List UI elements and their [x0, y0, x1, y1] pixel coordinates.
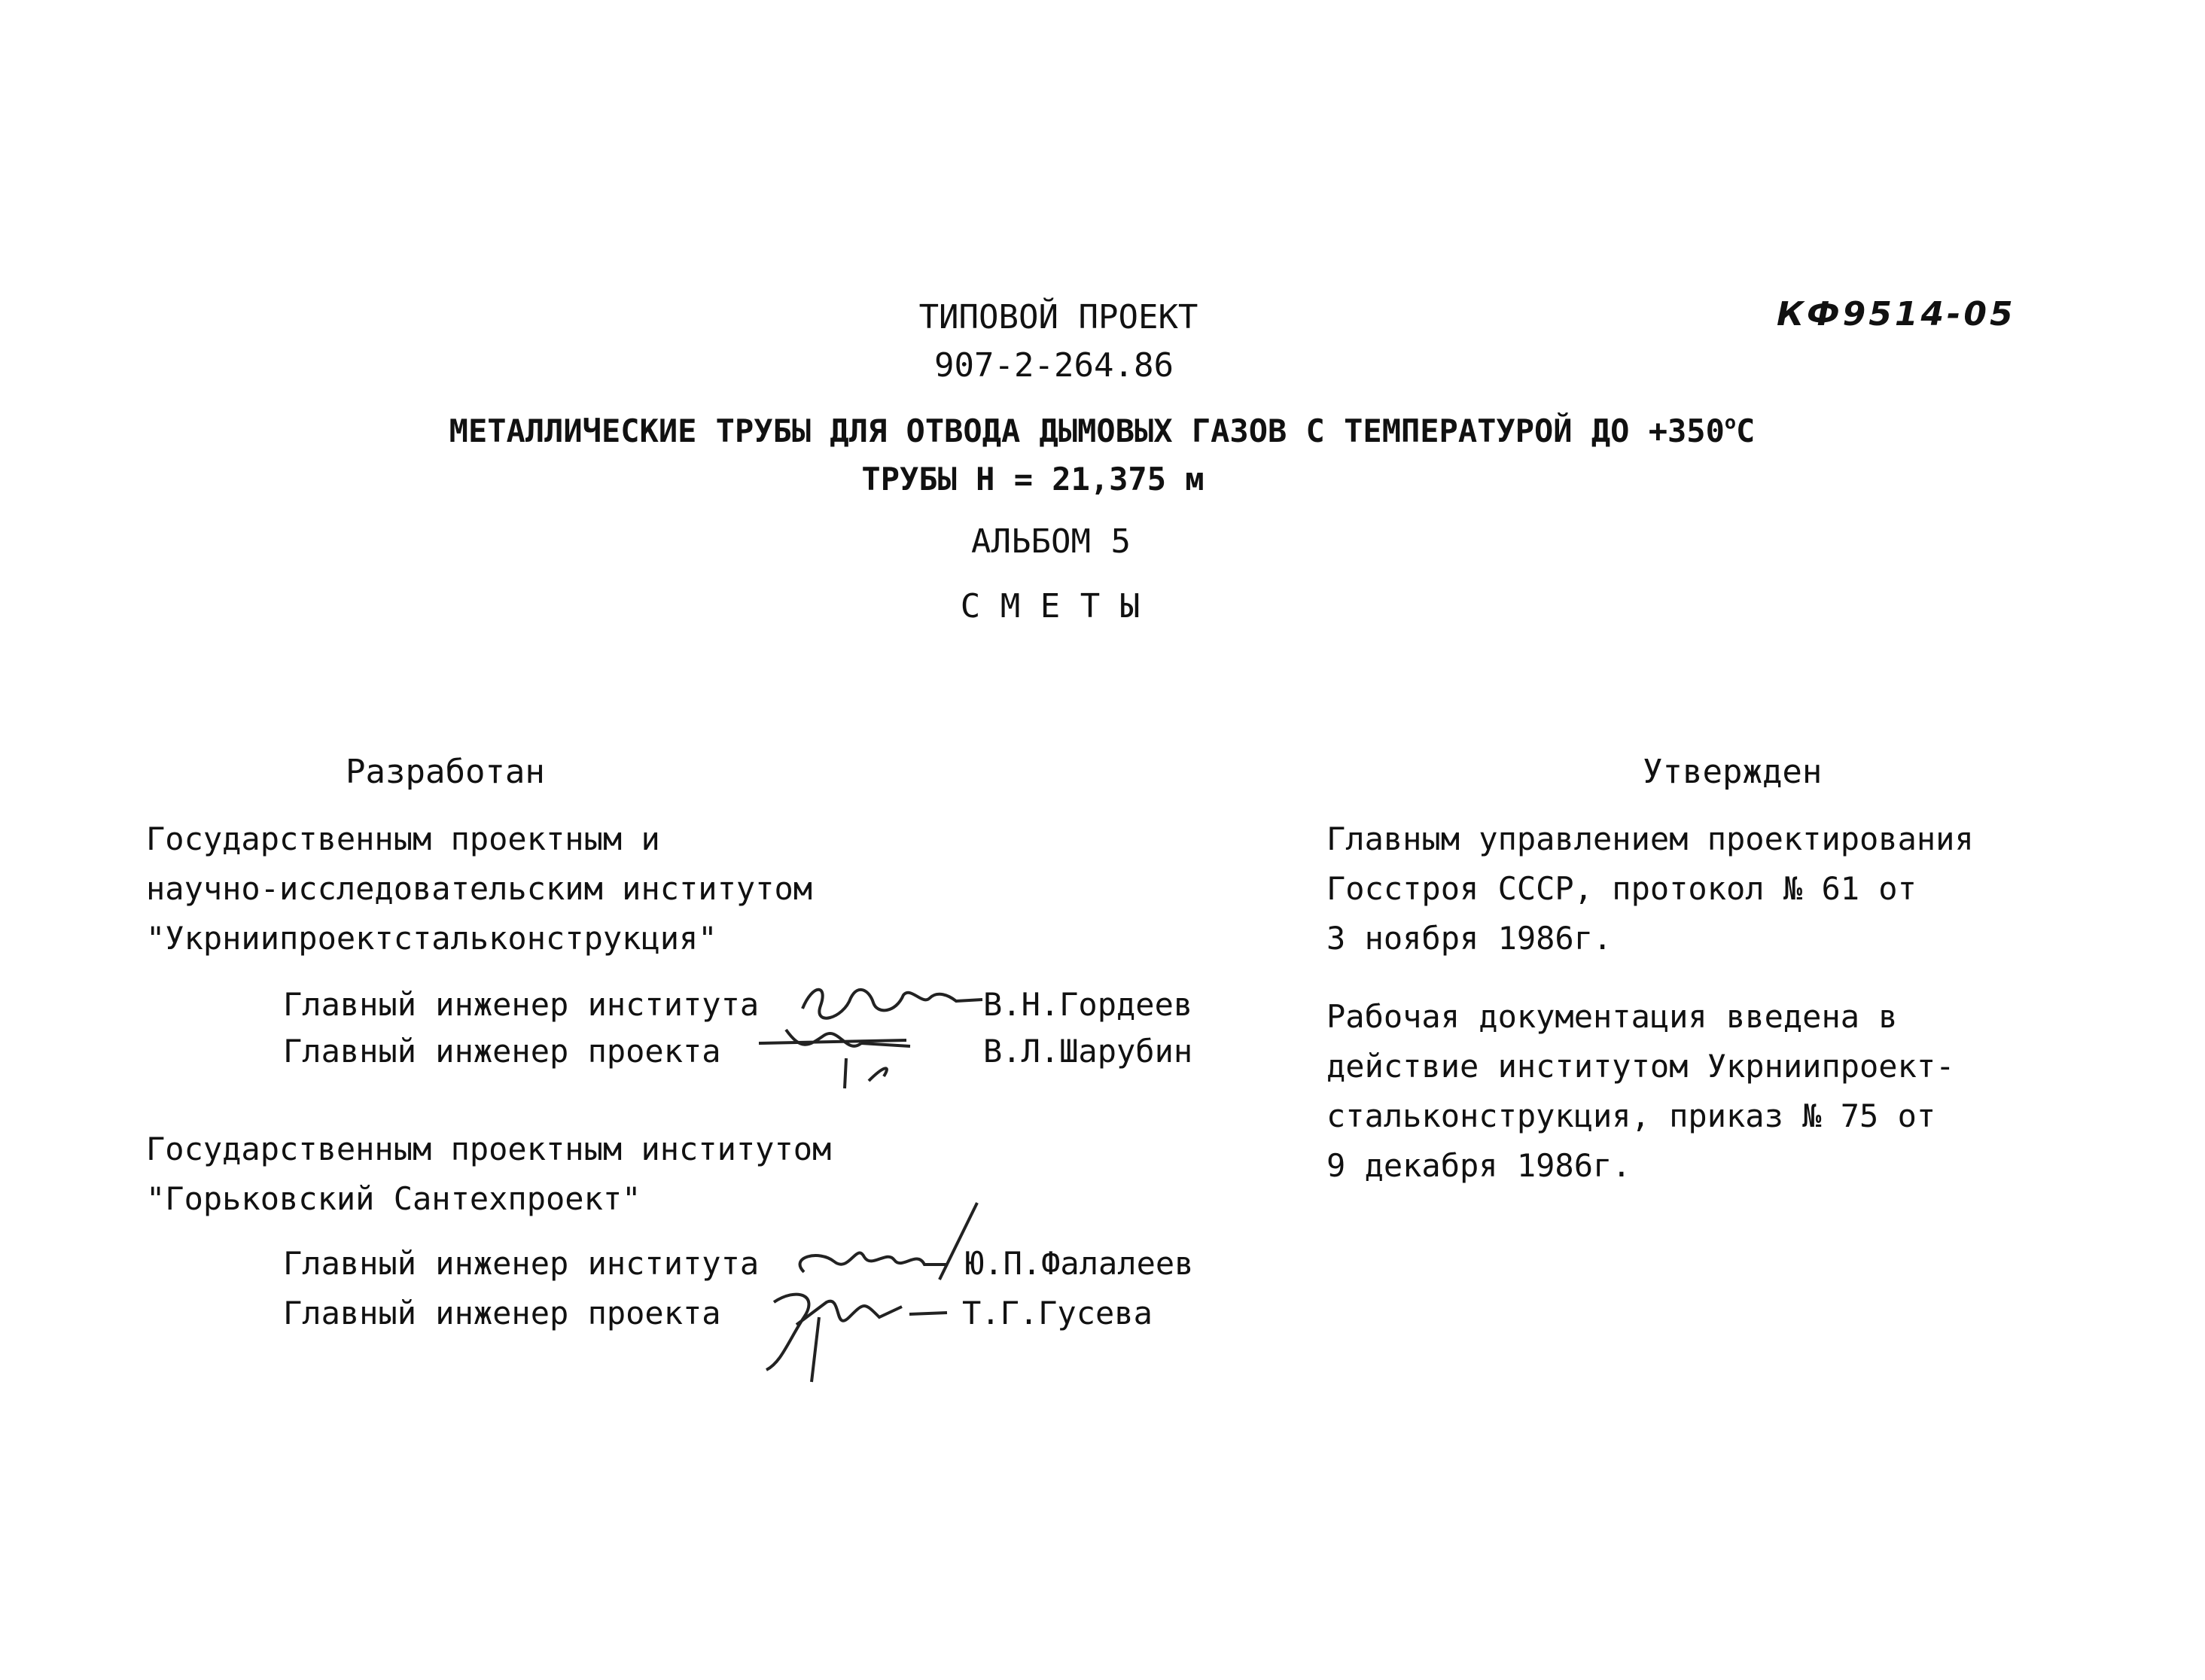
title-main-text: МЕТАЛЛИЧЕСКИЕ ТРУБЫ ДЛЯ ОТВОДА ДЫМОВЫХ ГАЗОВ С ТЕМПЕРАТУРОЙ ДО +350	[449, 412, 1725, 449]
org1-signer1-name: В.Н.Гордеев	[983, 986, 1193, 1023]
org2-signer2-role: Главный инженер проекта	[283, 1295, 721, 1332]
project-number: 907-2-264.86	[934, 346, 1174, 385]
org2-signer1-role: Главный инженер института	[283, 1245, 760, 1282]
org2-signer2-name: Т.Г.Гусева	[962, 1295, 1153, 1332]
document-code: КФ9514-05	[1777, 295, 2016, 333]
developed-by-heading: Разработан	[346, 753, 545, 791]
enactment-line-2: действие институтом Укрниипроект-	[1326, 1048, 1955, 1085]
enactment-line-4: 9 декабря 1986г.	[1326, 1147, 1631, 1184]
org1-line-3: "Укрниипроектстальконструкция"	[146, 920, 717, 957]
sharubin-signature	[756, 1021, 921, 1096]
approved-heading: Утвержден	[1643, 753, 1823, 791]
org2-signer1-name: Ю.П.Фалалеев	[965, 1245, 1194, 1282]
title-degree-sup: о	[1724, 411, 1737, 434]
enactment-line-3: стальконструкция, приказ № 75 от	[1326, 1097, 1936, 1134]
document-subtitle: ТРУБЫ Н = 21,375 м	[861, 461, 1205, 498]
section-title: С М Е Т Ы	[960, 587, 1141, 625]
org1-line-2: научно-исследовательским институтом	[146, 870, 813, 907]
org2-line-1: Государственным проектным институтом	[146, 1131, 832, 1167]
approval-line-1: Главным управлением проектирования	[1326, 820, 1974, 857]
org1-signer1-role: Главный инженер института	[283, 986, 760, 1023]
title-unit: С	[1736, 412, 1756, 449]
guseva-signature	[751, 1272, 962, 1385]
org2-line-2: "Горьковский Сантехпроект"	[146, 1180, 641, 1217]
enactment-line-1: Рабочая документация введена в	[1326, 998, 1898, 1035]
approval-line-2: Госстроя СССР, протокол № 61 от	[1326, 870, 1917, 907]
project-type-heading: ТИПОВОЙ ПРОЕКТ	[918, 298, 1198, 336]
document-title	[449, 412, 1756, 449]
org1-signer2-name: В.Л.Шарубин	[983, 1033, 1193, 1070]
org1-line-1: Государственным проектным и	[146, 820, 660, 857]
album-label: АЛЬБОМ 5	[971, 522, 1131, 561]
approval-line-3: 3 ноября 1986г.	[1326, 920, 1613, 957]
org1-signer2-role: Главный инженер проекта	[283, 1033, 721, 1070]
